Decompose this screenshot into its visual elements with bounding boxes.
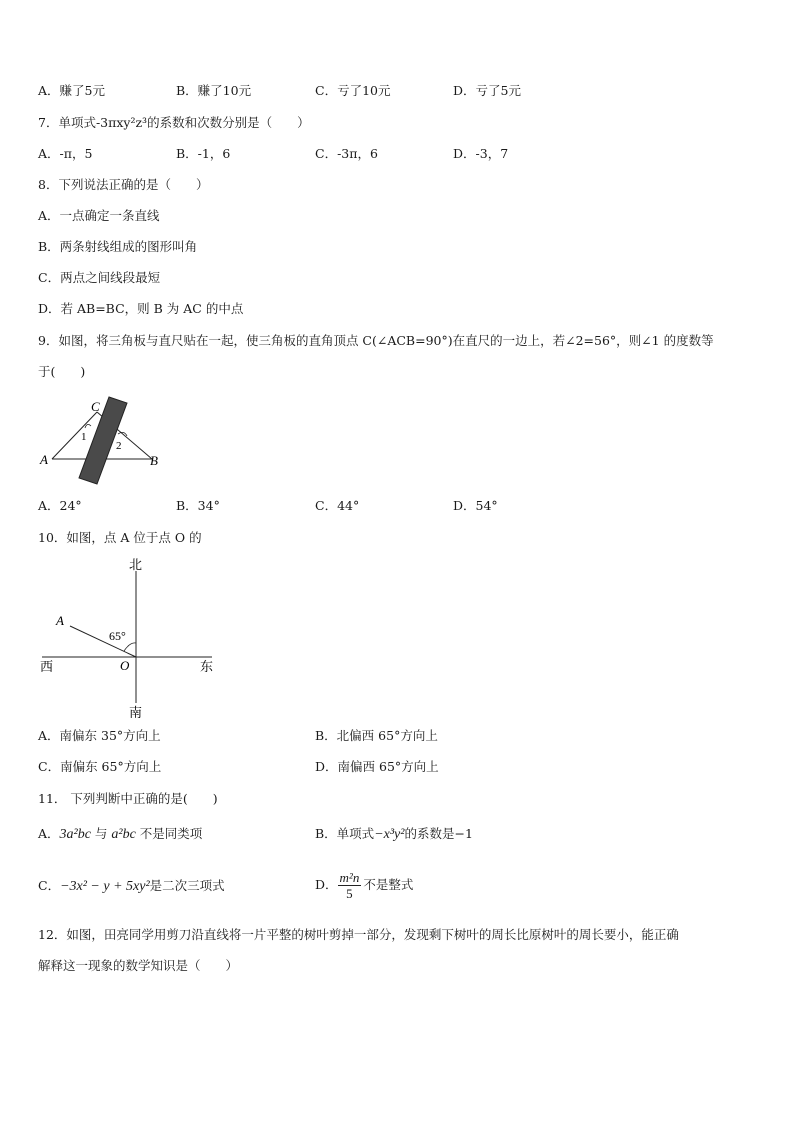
- q11-option-d-fraction: [338, 870, 362, 901]
- q11-option-b-prefix: B．单项式: [315, 826, 375, 841]
- q11-option-a-suffix: 不是同类项: [135, 826, 203, 841]
- q10-label-angle: 65°: [109, 629, 126, 643]
- q10-option-b: B．北偏西 65°方向上: [315, 728, 438, 743]
- q9-label-2: 2: [116, 440, 122, 452]
- q11-option-d-denominator: 5: [346, 886, 353, 901]
- q8-stem: 8．下列说法正确的是（ ）: [38, 177, 209, 192]
- q9-label-a: A: [40, 452, 48, 467]
- q11-option-c-expr: −3x² − y + 5xy²: [60, 879, 150, 894]
- q10-option-a: A．南偏东 35°方向上: [38, 728, 161, 743]
- q9-stem-line2: 于( ): [38, 364, 86, 379]
- q11-option-a-expr2: a²bc: [111, 827, 136, 842]
- q8-option-b: B．两条射线组成的图形叫角: [38, 239, 198, 254]
- q10-option-d: D．南偏西 65°方向上: [315, 759, 439, 774]
- q11-option-c-prefix: C．: [38, 878, 61, 893]
- q10-label-west: 西: [40, 659, 54, 674]
- q10-label-south: 南: [129, 705, 143, 720]
- q11-option-b-suffix: 的系数是−1: [404, 826, 473, 841]
- q10-ray-oa: [70, 626, 136, 657]
- q12-stem-line2: 解释这一现象的数学知识是（ ）: [38, 958, 239, 973]
- q9-label-b: B: [150, 453, 158, 468]
- q11-option-d: [315, 866, 413, 904]
- q11-option-a-mid: 与: [90, 826, 112, 841]
- q7-option-c: C．-3π，6: [315, 146, 378, 161]
- q9-option-c: C．44°: [315, 498, 360, 513]
- q6-option-c: C．亏了10元: [315, 83, 391, 98]
- q9-option-d: D．54°: [453, 498, 498, 513]
- q11-option-a-expr1: 3a²bc: [59, 827, 91, 842]
- q7-option-a: A．-π，5: [38, 146, 93, 161]
- q7-option-d: D．-3，7: [453, 146, 509, 161]
- q7-stem: 7．单项式-3πxy²z³的系数和次数分别是（ ）: [38, 115, 310, 130]
- q11-option-d-numerator: m²n: [339, 870, 360, 885]
- q10-label-o: O: [120, 658, 130, 673]
- q10-label-east: 东: [200, 659, 214, 674]
- q10-label-north: 北: [129, 557, 143, 572]
- q8-option-d: D．若 AB=BC，则 B 为 AC 的中点: [38, 301, 244, 316]
- q9-label-1: 1: [81, 431, 87, 443]
- q11-option-b-expr: −x³y²: [374, 827, 405, 842]
- q11-stem: 11． 下列判断中正确的是( ): [38, 791, 218, 806]
- q8-option-a: A．一点确定一条直线: [38, 208, 160, 223]
- q6-option-d: D．亏了5元: [453, 83, 521, 98]
- q9-option-b: B．34°: [176, 498, 220, 513]
- q10-figure: [36, 553, 226, 723]
- q8-option-c: C．两点之间线段最短: [38, 270, 161, 285]
- q11-option-a-prefix: A．: [38, 826, 60, 841]
- q11-option-d-suffix: 不是整式: [363, 877, 414, 892]
- q11-option-b: [315, 826, 473, 843]
- q11-option-c: [38, 878, 225, 895]
- q12-stem-line1: 12．如图，田亮同学用剪刀沿直线将一片平整的树叶剪掉一部分，发现剩下树叶的周长比原树叶的周长要小，能正确: [38, 927, 679, 942]
- q9-stem-line1: 9．如图，将三角板与直尺贴在一起，使三角板的直角顶点 C(∠ACB=90°)在直尺的一边上，若∠2=56°，则∠1 的度数等: [38, 333, 714, 348]
- q6-option-a: A．赚了5元: [38, 83, 105, 98]
- q9-label-c: C: [91, 399, 100, 414]
- q7-option-b: B．-1，6: [176, 146, 231, 161]
- q10-stem: 10．如图，点 A 位于点 O 的: [38, 530, 202, 545]
- q9-angle-1-arc: [85, 424, 91, 428]
- q9-option-a: A．24°: [38, 498, 82, 513]
- q10-angle-arc: [124, 643, 136, 651]
- q11-option-a: [38, 826, 202, 843]
- q9-figure: [36, 392, 166, 488]
- q11-option-c-suffix: 是二次三项式: [149, 878, 225, 893]
- q10-label-a: A: [56, 613, 64, 628]
- q10-option-c: C．南偏东 65°方向上: [38, 759, 162, 774]
- q6-option-b: B．赚了10元: [176, 83, 252, 98]
- q11-option-d-prefix: D．: [315, 877, 338, 892]
